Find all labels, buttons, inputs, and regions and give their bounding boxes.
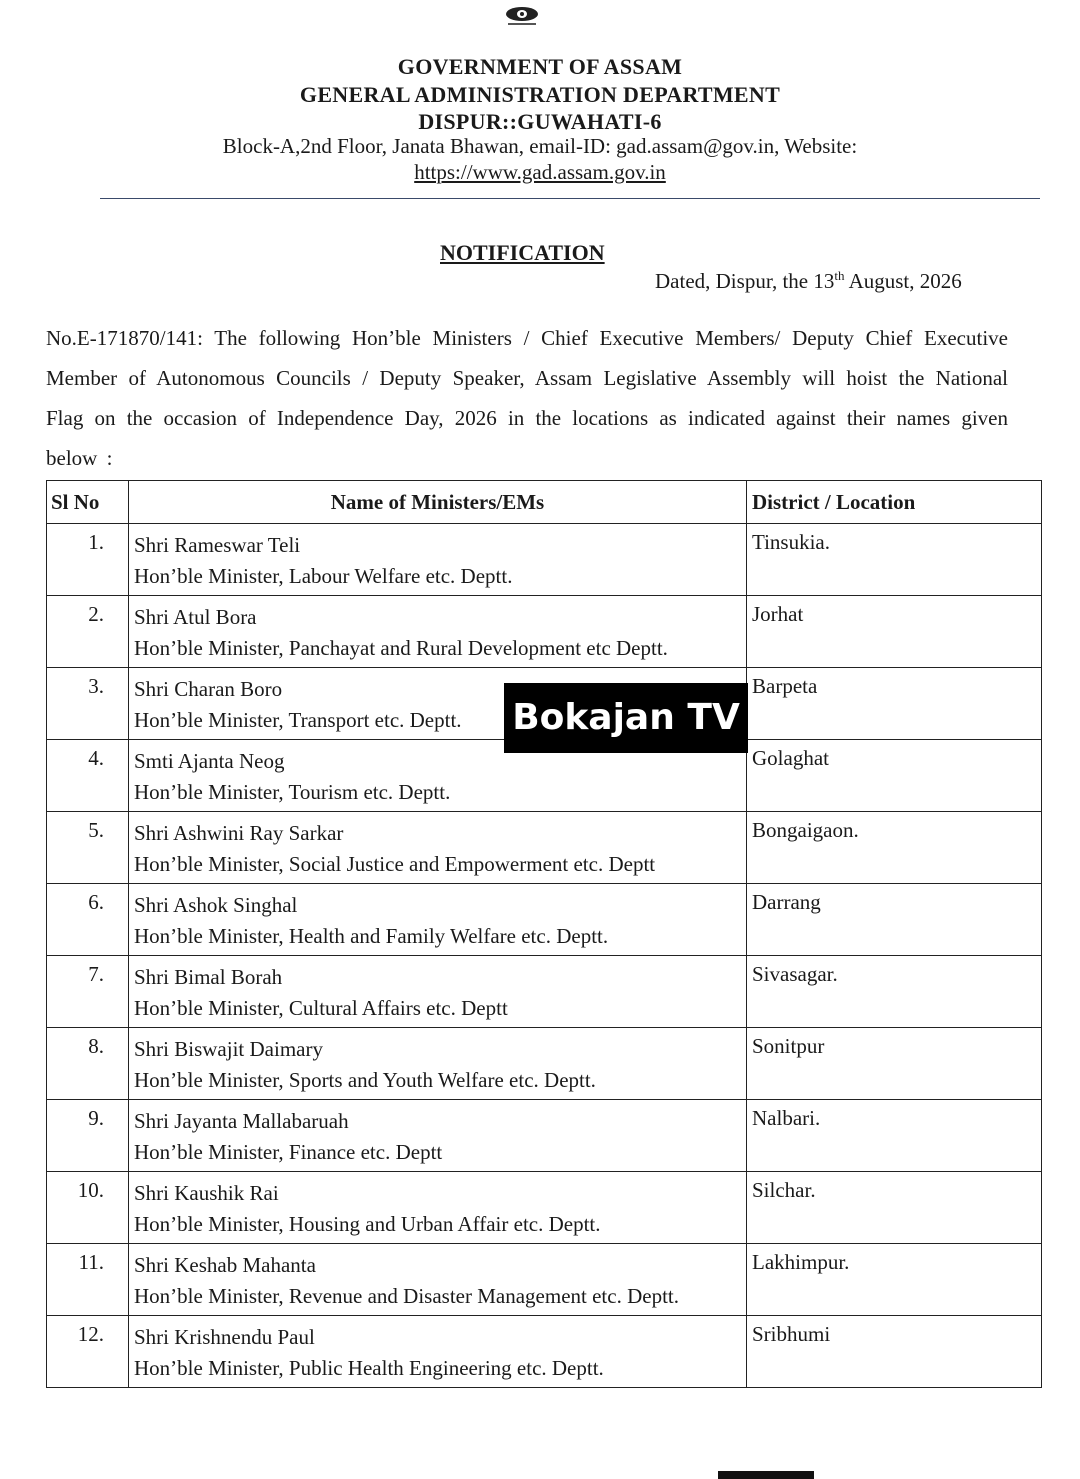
row-location: Tinsukia. bbox=[747, 524, 1042, 596]
channel-watermark: Bokajan TV bbox=[504, 683, 748, 753]
row-location: Silchar. bbox=[747, 1172, 1042, 1244]
minister-post: Hon’ble Minister, Transport etc. Deptt. bbox=[134, 708, 462, 732]
minister-name: Shri Biswajit Daimary bbox=[134, 1037, 323, 1061]
row-minister bbox=[129, 812, 747, 884]
minister-post: Hon’ble Minister, Revenue and Disaster Management etc. Deptt. bbox=[134, 1284, 679, 1308]
table-row bbox=[47, 1316, 1042, 1388]
minister-post: Hon’ble Minister, Cultural Affairs etc. Deptt bbox=[134, 996, 508, 1020]
minister-post: Hon’ble Minister, Sports and Youth Welfare etc. Deptt. bbox=[134, 1068, 596, 1092]
row-minister bbox=[129, 1172, 747, 1244]
minister-post: Hon’ble Minister, Health and Family Welfare etc. Deptt. bbox=[134, 924, 609, 948]
table-row bbox=[47, 1172, 1042, 1244]
table-row bbox=[47, 812, 1042, 884]
table-row bbox=[47, 1244, 1042, 1316]
row-sl: 9. bbox=[47, 1100, 129, 1172]
notification-body: No.E-171870/141: The following Hon’ble Ministers / Chief Executive Members/ Deputy Chief Executive Member of Autonomous Councils / Deputy Speaker, Assam Legislative Assembly will hoist the National Flag on the occasion of Independence Day, 2026 in the locations as indicated against their names given below : bbox=[46, 326, 1008, 470]
minister-name: Shri Jayanta Mallabaruah bbox=[134, 1109, 349, 1133]
row-sl: 2. bbox=[47, 596, 129, 668]
table-row bbox=[47, 1100, 1042, 1172]
header-name: Name of Ministers/EMs bbox=[129, 481, 747, 524]
row-minister bbox=[129, 596, 747, 668]
notification-date: Dated, Dispur, the 13th August, 2026 bbox=[655, 268, 962, 293]
row-sl: 5. bbox=[47, 812, 129, 884]
department-location: DISPUR::GUWAHATI-6 bbox=[418, 109, 662, 134]
address-line: Block-A,2nd Floor, Janata Bhawan, email-ID: gad.assam@gov.in, Website: bbox=[222, 134, 858, 158]
minister-name: Smti Ajanta Neog bbox=[134, 749, 285, 773]
table-row bbox=[47, 1028, 1042, 1100]
row-minister bbox=[129, 1244, 747, 1316]
row-minister bbox=[129, 524, 747, 596]
header-location: District / Location bbox=[747, 481, 1042, 524]
header-divider bbox=[100, 198, 1040, 199]
row-sl: 8. bbox=[47, 1028, 129, 1100]
table-row bbox=[47, 884, 1042, 956]
row-sl: 3. bbox=[47, 668, 129, 740]
minister-post: Hon’ble Minister, Tourism etc. Deptt. bbox=[134, 780, 451, 804]
minister-name: Shri Atul Bora bbox=[134, 605, 257, 629]
minister-post: Hon’ble Minister, Finance etc. Deptt bbox=[134, 1140, 443, 1164]
minister-name: Shri Krishnendu Paul bbox=[134, 1325, 315, 1349]
department-title: GENERAL ADMINISTRATION DEPARTMENT bbox=[299, 82, 781, 107]
row-sl: 11. bbox=[47, 1244, 129, 1316]
minister-post: Hon’ble Minister, Panchayat and Rural Development etc Deptt. bbox=[134, 636, 668, 660]
minister-post: Hon’ble Minister, Labour Welfare etc. Deptt. bbox=[134, 564, 513, 588]
row-location: Sonitpur bbox=[747, 1028, 1042, 1100]
row-location: Lakhimpur. bbox=[747, 1244, 1042, 1316]
row-sl: 6. bbox=[47, 884, 129, 956]
row-location: Barpeta bbox=[747, 668, 1042, 740]
row-location: Golaghat bbox=[747, 740, 1042, 812]
state-emblem-icon bbox=[502, 4, 542, 30]
row-location: Sribhumi bbox=[747, 1316, 1042, 1388]
notification-title: NOTIFICATION bbox=[440, 240, 605, 265]
row-minister bbox=[129, 1028, 747, 1100]
govt-title: GOVERNMENT OF ASSAM bbox=[397, 54, 683, 79]
minister-name: Shri Ashwini Ray Sarkar bbox=[134, 821, 344, 845]
row-minister bbox=[129, 884, 747, 956]
row-location: Bongaigaon. bbox=[747, 812, 1042, 884]
row-location: Jorhat bbox=[747, 596, 1042, 668]
row-minister bbox=[129, 956, 747, 1028]
minister-name: Shri Keshab Mahanta bbox=[134, 1253, 316, 1277]
table-body bbox=[47, 524, 1042, 1388]
row-location: Sivasagar. bbox=[747, 956, 1042, 1028]
row-sl: 7. bbox=[47, 956, 129, 1028]
bottom-edge-bar bbox=[718, 1471, 814, 1479]
row-sl: 4. bbox=[47, 740, 129, 812]
table-row bbox=[47, 956, 1042, 1028]
table-header-row bbox=[47, 481, 1042, 524]
row-location: Nalbari. bbox=[747, 1100, 1042, 1172]
row-location: Darrang bbox=[747, 884, 1042, 956]
row-sl: 1. bbox=[47, 524, 129, 596]
row-minister bbox=[129, 1100, 747, 1172]
minister-post: Hon’ble Minister, Social Justice and Empowerment etc. Deptt bbox=[134, 852, 656, 876]
row-minister bbox=[129, 1316, 747, 1388]
row-sl: 10. bbox=[47, 1172, 129, 1244]
minister-name: Shri Ashok Singhal bbox=[134, 893, 298, 917]
minister-name: Shri Charan Boro bbox=[134, 677, 283, 701]
table-row bbox=[47, 596, 1042, 668]
website-link[interactable]: https://www.gad.assam.gov.in bbox=[414, 160, 666, 184]
minister-post: Hon’ble Minister, Housing and Urban Affair etc. Deptt. bbox=[134, 1212, 601, 1236]
minister-post: Hon’ble Minister, Public Health Engineering etc. Deptt. bbox=[134, 1356, 604, 1380]
table-row bbox=[47, 524, 1042, 596]
row-sl: 12. bbox=[47, 1316, 129, 1388]
minister-name: Shri Rameswar Teli bbox=[134, 533, 301, 557]
minister-name: Shri Bimal Borah bbox=[134, 965, 283, 989]
ministers-table bbox=[46, 480, 1042, 1388]
website-line bbox=[0, 160, 1080, 185]
minister-name: Shri Kaushik Rai bbox=[134, 1181, 279, 1205]
header-sl-no: Sl No bbox=[47, 481, 129, 524]
